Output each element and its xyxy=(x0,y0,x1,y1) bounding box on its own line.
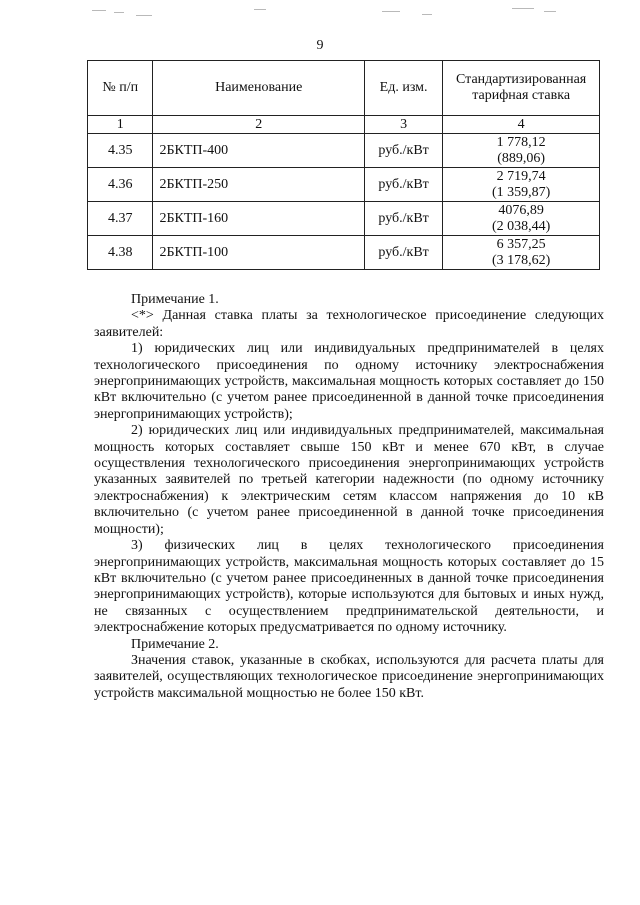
rate-reduced-value: (889,06) xyxy=(497,150,546,166)
note2-title: Примечание 2. xyxy=(131,636,219,652)
scan-artifacts xyxy=(92,6,572,22)
header-name: Наименование xyxy=(153,61,364,116)
row-num: 4.36 xyxy=(88,168,153,202)
note1-item-1: 1) юридических лиц или индивидуальных предпринимателей в целях технологического присоединения по одному источнику электроснабжения энергопринимающих устройств, максимальная мощность которых составляет до 150 кВт включительно (с учетом ранее присоединенной в данной точке присоединения энергопринимающих устройств); xyxy=(94,341,604,422)
rate-reduced-value: (1 359,87) xyxy=(491,184,551,200)
table-row xyxy=(88,236,600,270)
rate-value: 1 778,12 xyxy=(496,134,546,150)
row-unit: руб./кВт xyxy=(364,236,442,270)
note1-item-3: 3) физических лиц в целях технологического присоединения энергопринимающих устройств, максимальная мощность которых составляет до 15 кВт включительно (с учетом ранее присоединенных в данной точке присоединения энергопринимающих устройств), которые используются для бытовых и иных нужд, не связанных с осуществлением предпринимательской деятельности, и электроснабжение которых предусматривается по одному источнику. xyxy=(94,538,604,636)
row-unit: руб./кВт xyxy=(364,134,442,168)
row-rate xyxy=(443,236,600,270)
table-header-row xyxy=(88,61,600,116)
note2-text: Значения ставок, указанные в скобках, используются для расчета платы для заявителей, осуществляющих технологическое присоединение энергопринимающих устройств максимальной мощностью не более 150 кВт. xyxy=(94,652,604,701)
row-num: 4.35 xyxy=(88,134,153,168)
table-row xyxy=(88,168,600,202)
note1-title: Примечание 1. xyxy=(131,292,219,307)
header-rate: Стандартизированная тарифная ставка xyxy=(443,61,600,116)
row-name: 2БКТП-160 xyxy=(153,202,364,236)
rate-reduced-value: (2 038,44) xyxy=(491,218,551,234)
index-cell: 2 xyxy=(153,116,364,134)
row-name: 2БКТП-400 xyxy=(153,134,364,168)
rate-value: 6 357,25 xyxy=(496,236,546,252)
row-unit: руб./кВт xyxy=(364,168,442,202)
index-cell: 3 xyxy=(364,116,442,134)
row-num: 4.38 xyxy=(88,236,153,270)
page-number: 9 xyxy=(316,38,324,53)
note1-intro: <*> Данная ставка платы за технологическое присоединение следующих заявителей: xyxy=(94,308,604,340)
notes-section xyxy=(94,292,604,702)
row-name: 2БКТП-100 xyxy=(153,236,364,270)
header-unit: Ед. изм. xyxy=(364,61,442,116)
rate-reduced-value: (3 178,62) xyxy=(491,252,551,268)
row-num: 4.37 xyxy=(88,202,153,236)
rate-value: 2 719,74 xyxy=(496,168,546,184)
row-rate xyxy=(443,134,600,168)
row-rate xyxy=(443,202,600,236)
rate-value: 4076,89 xyxy=(498,202,544,218)
row-name: 2БКТП-250 xyxy=(153,168,364,202)
header-num: № п/п xyxy=(88,61,153,116)
index-cell: 1 xyxy=(88,116,153,134)
note1-item-2: 2) юридических лиц или индивидуальных предпринимателей, максимальная мощность которых составляет свыше 150 кВт и менее 670 кВт, в случае осуществления технологического присоединения энергопринимающих устройств указанных заявителей по третьей категории надежности (по одному источнику электроснабжения) к электрическим сетям классом напряжения до 10 кВ включительно (с учетом ранее присоединенной в данной точке присоединения мощности); xyxy=(94,423,604,537)
table-row xyxy=(88,134,600,168)
row-rate xyxy=(443,168,600,202)
table-row xyxy=(88,202,600,236)
table-index-row xyxy=(88,116,600,134)
tariff-table xyxy=(87,60,600,270)
index-cell: 4 xyxy=(443,116,600,134)
row-unit: руб./кВт xyxy=(364,202,442,236)
